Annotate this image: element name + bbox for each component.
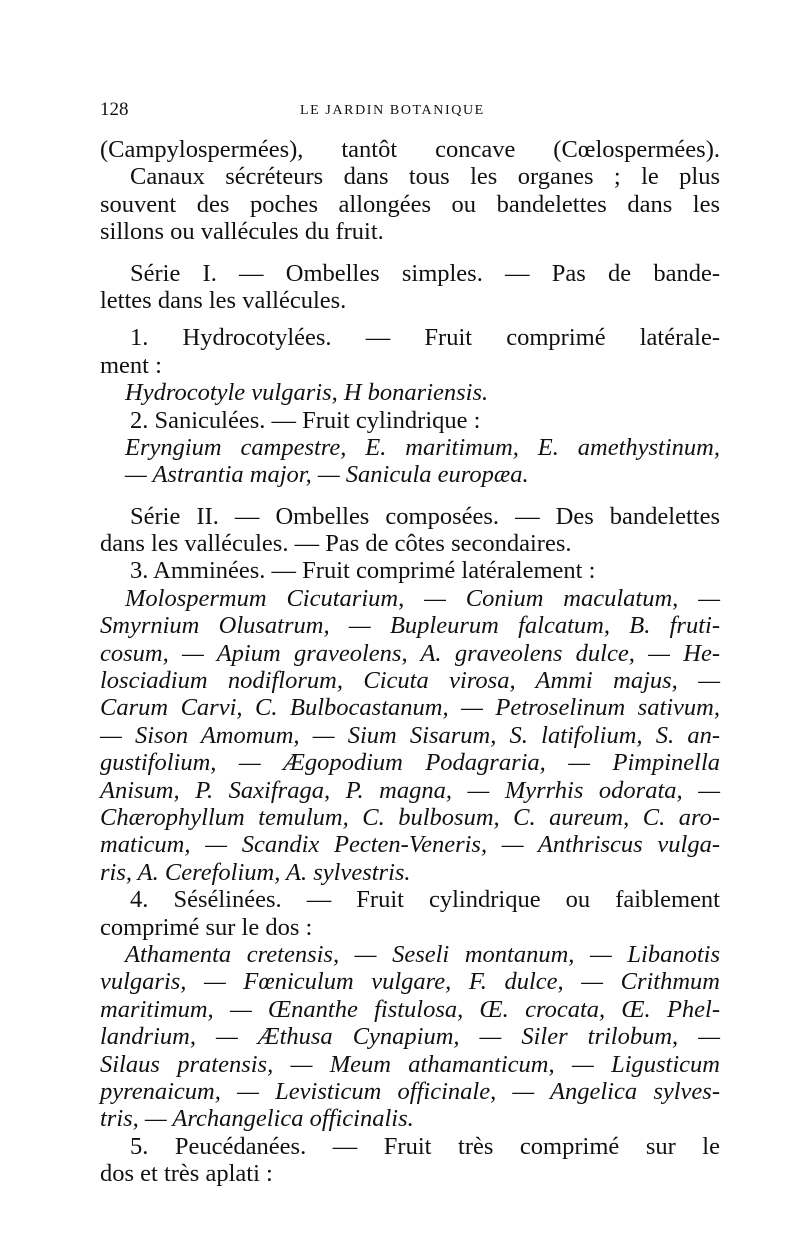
text-line: dos et très aplati :: [100, 1160, 273, 1188]
tribe-heading: 2. Saniculées. — Fruit cylindrique :: [130, 406, 481, 434]
species-line: Eryngium campestre, E. maritimum, E. amethystinum,: [125, 433, 720, 461]
species-line: landrium, — Æthusa Cynapium, — Siler trilobum, —: [100, 1023, 720, 1051]
page-number: 128: [100, 99, 129, 120]
text-line: (Campylospermées), tantôt concave (Cœlospermées).: [100, 136, 720, 163]
spacer: [100, 489, 720, 503]
species-line: maritimum, — Œnanthe fistulosa, Œ. crocata, Œ. Phel-: [100, 995, 720, 1023]
species-line: maticum, — Scandix Pecten-Veneris, — Anthriscus vulga-: [100, 831, 720, 859]
page-header: [100, 99, 720, 123]
species-line: gustifolium, — Ægopodium Podagraria, — Pimpinella: [100, 749, 720, 777]
species-line: Hydrocotyle vulgaris, H bonariensis.: [125, 379, 489, 407]
species-line: tris, — Archangelica officinalis.: [100, 1105, 414, 1133]
text-line: comprimé sur le dos :: [100, 913, 313, 941]
species-line: losciadium nodiflorum, Cicuta virosa, Ammi majus, —: [100, 667, 720, 695]
text-line: Canaux sécréteurs dans tous les organes ; le plus: [130, 163, 720, 191]
serie-heading: Série II. — Ombelles composées. — Des bandelettes: [130, 502, 720, 530]
species-line: Molospermum Cicutarium, — Conium maculatum, —: [125, 584, 720, 612]
spacer: [100, 246, 720, 260]
species-line: Anisum, P. Saxifraga, P. magna, — Myrrhis odorata, —: [100, 776, 720, 804]
species-line: Carum Carvi, C. Bulbocastanum, — Petroselinum sativum,: [100, 694, 720, 722]
tribe-heading: 3. Amminées. — Fruit comprimé latéralement :: [130, 557, 596, 585]
species-line: ris, A. Cerefolium, A. sylvestris.: [100, 858, 411, 886]
text-line: sillons ou vallécules du fruit.: [100, 218, 384, 246]
text-line: ment :: [100, 351, 162, 379]
species-line: Athamenta cretensis, — Seseli montanum, — Libanotis: [125, 940, 720, 968]
species-line: Chærophyllum temulum, C. bulbosum, C. aureum, C. aro-: [100, 803, 720, 831]
tribe-heading: 1. Hydrocotylées. — Fruit comprimé latérale-: [130, 324, 720, 352]
page-body: [100, 136, 720, 1187]
running-head: LE JARDIN BOTANIQUE: [300, 103, 485, 118]
species-line: Silaus pratensis, — Meum athamanticum, — Ligusticum: [100, 1050, 720, 1078]
species-line: — Sison Amomum, — Sium Sisarum, S. latifolium, S. an-: [100, 721, 720, 749]
species-line: — Astrantia major, — Sanicula europæa.: [125, 461, 529, 489]
tribe-heading: 4. Sésélinées. — Fruit cylindrique ou faiblement: [130, 886, 720, 914]
species-line: Smyrnium Olusatrum, — Bupleurum falcatum, B. fruti-: [100, 612, 720, 640]
species-line: pyrenaicum, — Levisticum officinale, — Angelica sylves-: [100, 1077, 720, 1105]
tribe-heading: 5. Peucédanées. — Fruit très comprimé sur le: [130, 1132, 720, 1160]
text-line: souvent des poches allongées ou bandelettes dans les: [100, 190, 720, 218]
spacer: [100, 314, 720, 324]
text-line: lettes dans les vallécules.: [100, 286, 347, 314]
text-line: dans les vallécules. — Pas de côtes secondaires.: [100, 530, 572, 558]
species-line: cosum, — Apium graveolens, A. graveolens dulce, — He-: [100, 639, 720, 667]
species-line: vulgaris, — Fœniculum vulgare, F. dulce, — Crithmum: [100, 968, 720, 996]
serie-heading: Série I. — Ombelles simples. — Pas de bande-: [130, 259, 720, 287]
